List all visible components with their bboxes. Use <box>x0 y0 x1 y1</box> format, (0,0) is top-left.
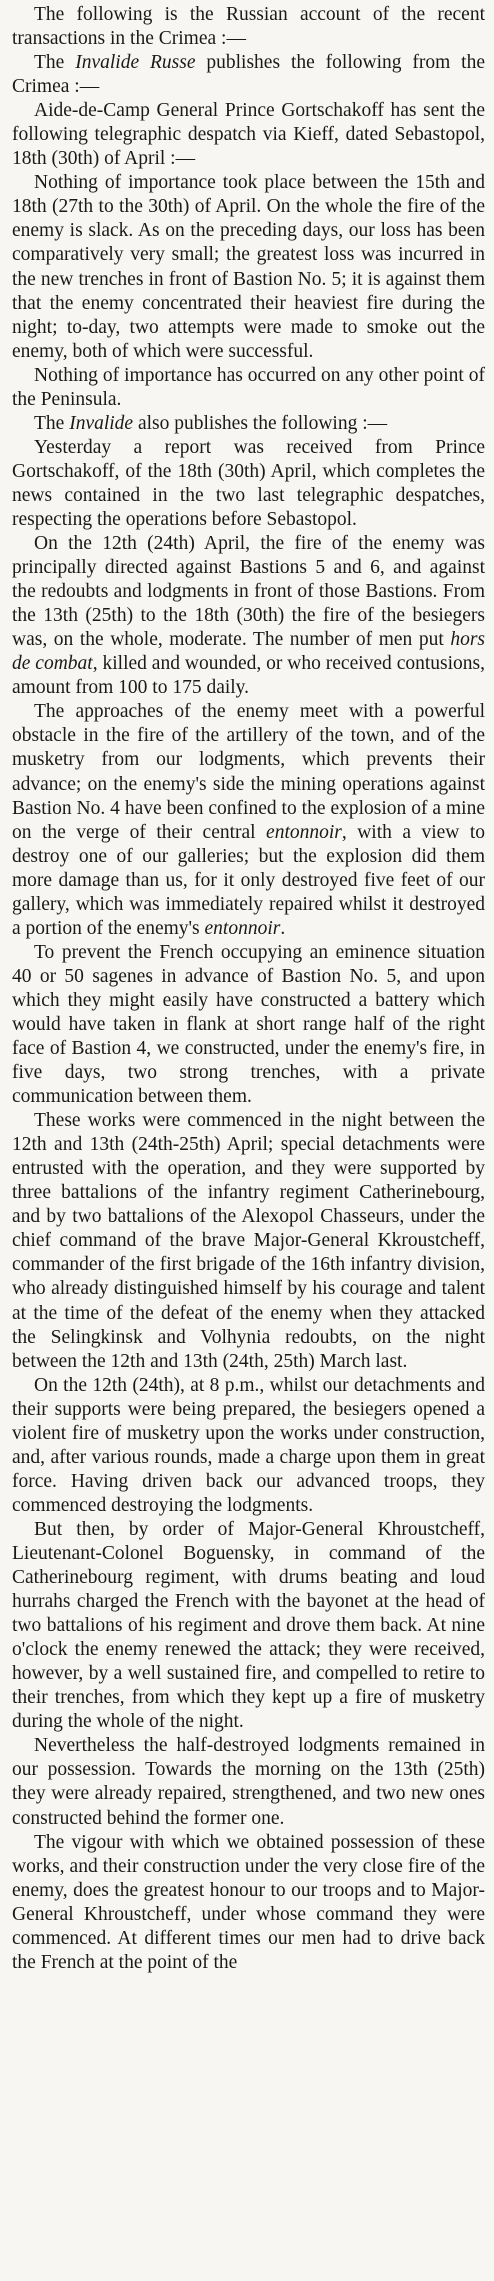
article-body <box>12 3 485 1975</box>
text-run: Nothing of importance has occurred on any other point of the Peninsula. <box>12 364 485 410</box>
text-run: On the 12th (24th) April, the fire of the enemy was principally directed against Bastions 5 and 6, and against the redoubts and lodgments in front of those Bastions. From the 13th (25th) to the 18th (30th) the fire of the besiegers was, on the whole, moderate. The number of men put <box>12 533 485 651</box>
text-run: On the 12th (24th), at 8 p.m., whilst our detachments and their supports were being prepared, the besiegers opened a violent fire of musketry upon the works under construction, and, after various rounds, made a charge upon them in great force. Having driven back our advanced troops, they commenced destroying the lodgments. <box>12 1374 485 1516</box>
text-run: The approaches of the enemy meet with a powerful obstacle in the fire of the artillery of the town, and of the musketry from our lodgments, which prevents their advance; on the enemy's side the mining operations against Bastion No. 4 have been confined to the explosion of a mine on the verge of their central <box>12 701 485 843</box>
text-run: Yesterday a report was received from Prince Gortschakoff, of the 18th (30th) April, which completes the news contained in the two last telegraphic despatches, respecting the operations before Sebastopol. <box>12 436 485 530</box>
works-commenced-paragraph <box>12 1109 485 1374</box>
text-run: Aide-de-Camp General Prince Gortschakoff has sent the following telegraphic despatch via Kieff, dated Sebastopol, 18th (30th) of April :— <box>12 100 485 170</box>
text-run: These works were commenced in the night between the 12th and 13th (24th-25th) April; special detachments were entrusted with the operation, and they were supported by three battalions of the infantry regiment Catherinebourg, and by two battalions of the Alexopol Chasseurs, under the chief command of the brave Major-General Kkroustcheff, commander of the first brigade of the 16th infantry division, who already distinguished himself by his courage and talent at the time of the defeat of the enemy when they attacked the Selingkinsk and Volhynia redoubts, on the night between the 12th and 13th (24th, 25th) March last. <box>12 1110 485 1372</box>
invalide-also-paragraph <box>12 412 485 436</box>
italic-phrase: entonnoir <box>266 821 342 843</box>
bastions-fire-paragraph <box>12 532 485 700</box>
text-run: But then, by order of Major-General Khroustcheff, Lieutenant-Colonel Boguensky, in command of the Catherinebourg regiment, with drums beating and loud hurrahs charged the French with the bayonet at the head of two battalions of his regiment and drove them back. At nine o'clock the enemy renewed the attack; they were received, however, by a well sustained fire, and compelled to retire to their trenches, from which they kept up a fire of musketry during the whole of the night. <box>12 1518 485 1733</box>
report-received-paragraph <box>12 436 485 532</box>
vigour-paragraph <box>12 1831 485 1975</box>
text-run: publishes the following from the Crimea :— <box>12 52 485 98</box>
intro-paragraph <box>12 3 485 51</box>
night-attack-paragraph <box>12 1374 485 1518</box>
text-run: Nevertheless the half-destroyed lodgments remained in our possession. Towards the morning on the 13th (25th) they were already repaired, strengthened, and two new ones constructed behind the former one. <box>12 1735 485 1829</box>
text-run: . <box>280 917 286 939</box>
text-run: , with a view to destroy one of our galleries; but the explosion did them more damage than us, for it only destroyed five feet of our gallery, which was immediately repaired whilst it destroyed a portion of the enemy's <box>12 821 485 939</box>
text-run: The <box>34 52 76 74</box>
italic-phrase: hors de combat <box>12 629 485 675</box>
italic-phrase: Invalide Russe <box>75 52 196 74</box>
approaches-paragraph <box>12 700 485 940</box>
text-run: The following is the Russian account of the recent transactions in the Crimea :— <box>12 4 485 50</box>
text-run: , killed and wounded, or who received contusions, amount from 100 to 175 daily. <box>12 653 485 699</box>
lodgments-remained-paragraph <box>12 1734 485 1830</box>
italic-phrase: Invalide <box>69 412 134 434</box>
peninsula-paragraph <box>12 364 485 412</box>
text-run: Nothing of importance took place between the 15th and 18th (27th to the 30th) of April. On the whole the fire of the enemy is slack. As on the preceding days, our loss has been comparatively very small; the greatest loss was incurred in the new trenches in front of Bastion No. 5; it is against them that the enemy concentrated their heaviest fire during the night; to-day, two attempts were made to smoke out the enemy, both of which were successful. <box>12 172 485 362</box>
text-run: To prevent the French occupying an eminence situation 40 or 50 sagenes in advance of Bastion No. 5, and upon which they might easily have constructed a battery which would have taken in flank at short range half of the right face of Bastion 4, we constructed, under the enemy's fire, in five days, two strong trenches, with a private communication between them. <box>12 941 485 1108</box>
eminence-paragraph <box>12 941 485 1109</box>
nothing-of-importance-paragraph <box>12 171 485 363</box>
invalide-russe-paragraph <box>12 51 485 99</box>
despatch-header-paragraph <box>12 99 485 171</box>
text-run: also publishes the following :— <box>133 412 388 434</box>
italic-phrase: entonnoir <box>204 917 281 939</box>
text-run: The vigour with which we obtained possession of these works, and their construction under the very close fire of the enemy, does the greatest honour to our troops and to Major-General Khroustcheff, under whose command they were commenced. At different times our men had to drive back the French at the point of the <box>12 1831 485 1973</box>
text-run: The <box>34 412 70 434</box>
bayonet-charge-paragraph <box>12 1518 485 1734</box>
